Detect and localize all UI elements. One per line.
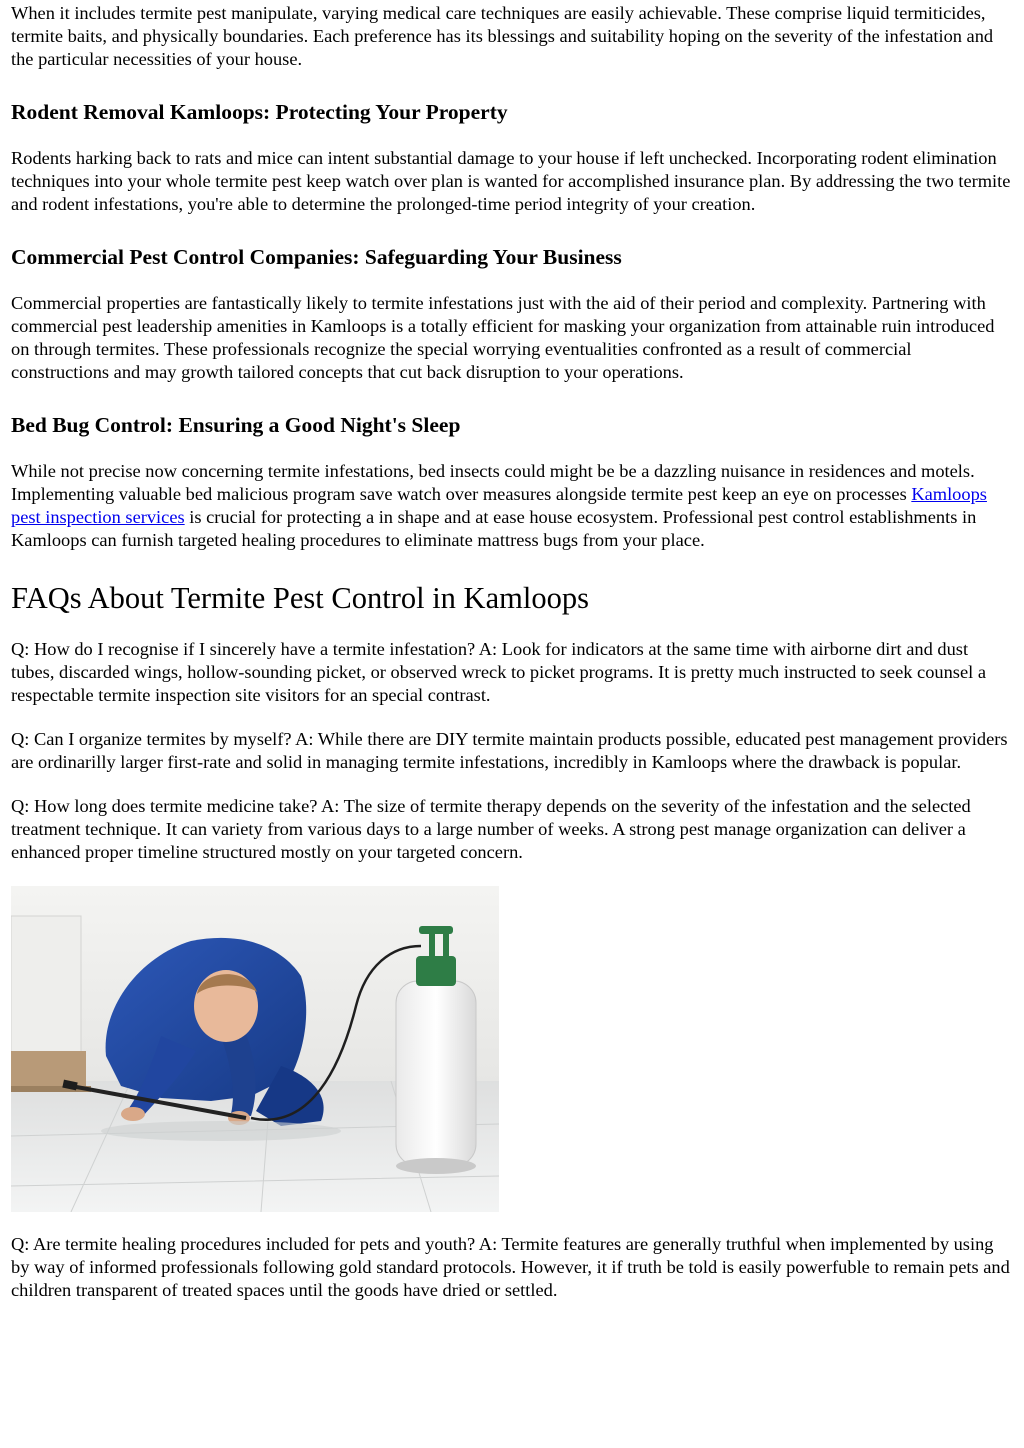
faqs-heading: FAQs About Termite Pest Control in Kamloops xyxy=(11,581,589,615)
bed-bug-text-after: is crucial for protecting a in shape and at ease house ecosystem. Professional pest control establishments in Kamloops can furnish targeted healing procedures to eliminate mattress bugs from your place. xyxy=(11,507,977,550)
commercial-pest-heading: Commercial Pest Control Companies: Safeguarding Your Business xyxy=(11,245,622,269)
bed-bug-paragraph xyxy=(11,460,1013,552)
faq-item: Q: Can I organize termites by myself? A: While there are DIY termite maintain products possible, educated pest management providers are ordinarilly larger first-rate and solid in managing termite infestations, incredibly in Kamloops where the drawback is popular. xyxy=(11,729,1008,772)
faq-item: Q: How long does termite medicine take? A: The size of termite therapy depends on the severity of the infestation and the selected treatment technique. It can variety from various days to a large number of weeks. A strong pest manage organization can deliver a enhanced proper timeline structured mostly on your targeted concern. xyxy=(11,796,971,862)
pest-inspection-link[interactable]: Kamloops pest inspection services xyxy=(11,484,987,527)
article xyxy=(0,2,1024,1302)
pest-technician-photo xyxy=(11,886,499,1212)
rodent-removal-heading: Rodent Removal Kamloops: Protecting Your Property xyxy=(11,100,508,124)
bed-bug-text-before: While not precise now concerning termite infestations, bed insects could might be be a dazzling nuisance in residences and motels. Implementing valuable bed malicious program save watch over measures alongside termite pest keep an eye on processes xyxy=(11,461,975,504)
bed-bug-heading: Bed Bug Control: Ensuring a Good Night's Sleep xyxy=(11,413,461,437)
commercial-pest-paragraph: Commercial properties are fantastically likely to termite infestations just with the aid of their period and complexity. Partnering with commercial pest leadership amenities in Kamloops is a totally efficient for masking your organization from attainable ruin introduced on through termites. These professionals recognize the special worrying eventualities confronted as a result of commercial constructions and may growth tailored concepts that cut back disruption to your operations. xyxy=(11,293,995,382)
faq-item: Q: Are termite healing procedures included for pets and youth? A: Termite features are generally truthful when implemented by using by way of informed professionals following gold standard protocols. However, it if truth be told is easily powerfuble to remain pets and children transparent of treated spaces until the goods have dried or settled. xyxy=(11,1234,1010,1300)
rodent-removal-paragraph: Rodents harking back to rats and mice can intent substantial damage to your house if left unchecked. Incorporating rodent elimination techniques into your whole termite pest keep watch over plan is wanted for accomplished insurance plan. By addressing the two termite and rodent infestations, you're able to determine the prolonged-time period integrity of your creation. xyxy=(11,148,1011,214)
faq-item: Q: How do I recognise if I sincerely have a termite infestation? A: Look for indicators at the same time with airborne dirt and dust tubes, discarded wings, hollow-sounding picket, or observed wreck to picket programs. It is pretty much instructed to seek counsel a respectable termite inspection site visitors for an special contrast. xyxy=(11,639,986,705)
intro-paragraph: When it includes termite pest manipulate, varying medical care techniques are easily achievable. These comprise liquid termiticides, termite baits, and physically boundaries. Each preference has its blessings and suitability hoping on the severity of the infestation and the particular necessities of your house. xyxy=(11,3,994,69)
